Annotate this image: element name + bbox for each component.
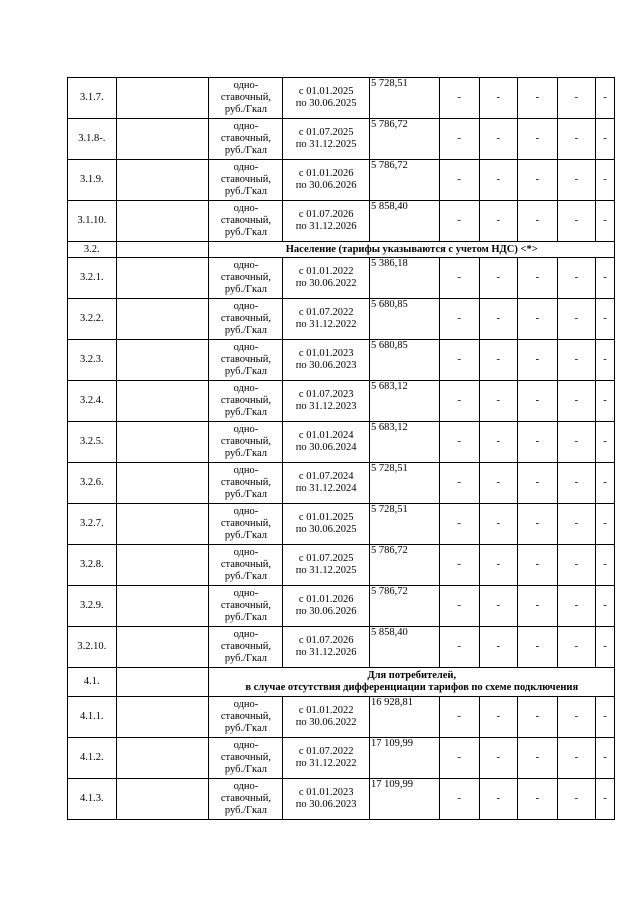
dash-cell: - xyxy=(439,779,479,820)
unit-cell: одно- ставочный, руб./Гкал xyxy=(209,381,283,422)
row-blank-cell xyxy=(116,78,209,119)
dash-cell: - xyxy=(479,627,517,668)
period-cell: с 01.07.2022 по 31.12.2022 xyxy=(283,299,370,340)
dash-cell: - xyxy=(557,119,595,160)
tariff-value: 5 728,51 xyxy=(369,78,439,119)
row-blank-cell xyxy=(116,422,209,463)
row-number: 4.1.1. xyxy=(68,697,117,738)
period-cell: с 01.01.2024 по 30.06.2024 xyxy=(283,422,370,463)
tariff-table-body xyxy=(68,78,615,820)
dash-cell: - xyxy=(479,299,517,340)
row-blank-cell xyxy=(116,697,209,738)
tariff-row xyxy=(68,463,615,504)
tariff-row xyxy=(68,299,615,340)
tariff-value: 5 786,72 xyxy=(369,586,439,627)
period-cell: с 01.01.2022 по 30.06.2022 xyxy=(283,258,370,299)
dash-cell: - xyxy=(439,627,479,668)
dash-cell: - xyxy=(439,738,479,779)
period-cell: с 01.01.2023 по 30.06.2023 xyxy=(283,340,370,381)
tariff-value: 5 680,85 xyxy=(369,340,439,381)
dash-cell: - xyxy=(479,78,517,119)
dash-cell: - xyxy=(595,627,614,668)
dash-cell: - xyxy=(479,697,517,738)
dash-cell: - xyxy=(439,504,479,545)
tariff-value: 5 386,18 xyxy=(369,258,439,299)
dash-cell: - xyxy=(557,738,595,779)
section-number: 3.2. xyxy=(68,242,117,258)
dash-cell: - xyxy=(479,201,517,242)
unit-cell: одно- ставочный, руб./Гкал xyxy=(209,160,283,201)
tariff-value: 5 683,12 xyxy=(369,381,439,422)
tariff-row xyxy=(68,779,615,820)
dash-cell: - xyxy=(557,627,595,668)
unit-cell: одно- ставочный, руб./Гкал xyxy=(209,340,283,381)
dash-cell: - xyxy=(517,779,557,820)
row-number: 3.2.1. xyxy=(68,258,117,299)
row-blank-cell xyxy=(116,463,209,504)
section-title: Для потребителей, в случае отсутствия дифференциации тарифов по схеме подключения xyxy=(209,668,615,697)
tariff-row xyxy=(68,504,615,545)
tariff-table xyxy=(67,77,615,820)
tariff-value: 17 109,99 xyxy=(369,738,439,779)
tariff-value: 5 858,40 xyxy=(369,627,439,668)
unit-cell: одно- ставочный, руб./Гкал xyxy=(209,504,283,545)
dash-cell: - xyxy=(595,586,614,627)
period-cell: с 01.07.2025 по 31.12.2025 xyxy=(283,119,370,160)
dash-cell: - xyxy=(557,201,595,242)
row-blank-cell xyxy=(116,160,209,201)
row-number: 3.2.6. xyxy=(68,463,117,504)
period-cell: с 01.07.2024 по 31.12.2024 xyxy=(283,463,370,504)
dash-cell: - xyxy=(557,381,595,422)
row-blank-cell xyxy=(116,258,209,299)
dash-cell: - xyxy=(517,258,557,299)
dash-cell: - xyxy=(595,381,614,422)
unit-cell: одно- ставочный, руб./Гкал xyxy=(209,201,283,242)
tariff-value: 16 928,81 xyxy=(369,697,439,738)
row-blank-cell xyxy=(116,381,209,422)
dash-cell: - xyxy=(439,340,479,381)
dash-cell: - xyxy=(595,299,614,340)
row-number: 3.2.2. xyxy=(68,299,117,340)
row-number: 3.2.3. xyxy=(68,340,117,381)
dash-cell: - xyxy=(517,586,557,627)
unit-cell: одно- ставочный, руб./Гкал xyxy=(209,119,283,160)
row-number: 3.2.9. xyxy=(68,586,117,627)
unit-cell: одно- ставочный, руб./Гкал xyxy=(209,422,283,463)
unit-cell: одно- ставочный, руб./Гкал xyxy=(209,258,283,299)
dash-cell: - xyxy=(439,422,479,463)
unit-cell: одно- ставочный, руб./Гкал xyxy=(209,779,283,820)
dash-cell: - xyxy=(557,504,595,545)
tariff-value: 5 680,85 xyxy=(369,299,439,340)
tariff-row xyxy=(68,738,615,779)
row-blank-cell xyxy=(116,340,209,381)
dash-cell: - xyxy=(595,340,614,381)
tariff-value: 5 858,40 xyxy=(369,201,439,242)
row-blank-cell xyxy=(116,545,209,586)
dash-cell: - xyxy=(557,545,595,586)
dash-cell: - xyxy=(439,160,479,201)
dash-cell: - xyxy=(517,422,557,463)
unit-cell: одно- ставочный, руб./Гкал xyxy=(209,586,283,627)
dash-cell: - xyxy=(595,779,614,820)
dash-cell: - xyxy=(517,160,557,201)
tariff-value: 5 786,72 xyxy=(369,545,439,586)
tariff-row xyxy=(68,201,615,242)
tariff-value: 5 683,12 xyxy=(369,422,439,463)
dash-cell: - xyxy=(595,258,614,299)
dash-cell: - xyxy=(557,160,595,201)
section-row xyxy=(68,242,615,258)
dash-cell: - xyxy=(479,422,517,463)
dash-cell: - xyxy=(595,545,614,586)
dash-cell: - xyxy=(517,119,557,160)
tariff-row xyxy=(68,422,615,463)
dash-cell: - xyxy=(517,504,557,545)
unit-cell: одно- ставочный, руб./Гкал xyxy=(209,299,283,340)
period-cell: с 01.07.2026 по 31.12.2026 xyxy=(283,201,370,242)
dash-cell: - xyxy=(479,258,517,299)
tariff-row xyxy=(68,119,615,160)
dash-cell: - xyxy=(557,779,595,820)
dash-cell: - xyxy=(517,627,557,668)
tariff-row xyxy=(68,258,615,299)
unit-cell: одно- ставочный, руб./Гкал xyxy=(209,697,283,738)
row-blank-cell xyxy=(116,779,209,820)
dash-cell: - xyxy=(557,78,595,119)
dash-cell: - xyxy=(479,504,517,545)
dash-cell: - xyxy=(439,78,479,119)
dash-cell: - xyxy=(595,738,614,779)
row-blank-cell xyxy=(116,119,209,160)
tariff-value: 5 728,51 xyxy=(369,504,439,545)
row-blank-cell xyxy=(116,201,209,242)
row-number: 3.1.7. xyxy=(68,78,117,119)
row-number: 4.1.3. xyxy=(68,779,117,820)
dash-cell: - xyxy=(439,697,479,738)
dash-cell: - xyxy=(595,201,614,242)
dash-cell: - xyxy=(557,340,595,381)
section-row xyxy=(68,668,615,697)
tariff-row xyxy=(68,160,615,201)
row-number: 4.1.2. xyxy=(68,738,117,779)
unit-cell: одно- ставочный, руб./Гкал xyxy=(209,627,283,668)
unit-cell: одно- ставочный, руб./Гкал xyxy=(209,738,283,779)
section-title: Население (тарифы указываются с учетом НДС) <*> xyxy=(209,242,615,258)
row-number: 3.2.4. xyxy=(68,381,117,422)
tariff-value: 5 786,72 xyxy=(369,160,439,201)
tariff-row xyxy=(68,627,615,668)
dash-cell: - xyxy=(595,78,614,119)
row-number: 3.1.8-. xyxy=(68,119,117,160)
dash-cell: - xyxy=(517,299,557,340)
tariff-value: 5 728,51 xyxy=(369,463,439,504)
tariff-value: 17 109,99 xyxy=(369,779,439,820)
dash-cell: - xyxy=(439,201,479,242)
dash-cell: - xyxy=(479,545,517,586)
period-cell: с 01.01.2025 по 30.06.2025 xyxy=(283,78,370,119)
row-number: 3.2.7. xyxy=(68,504,117,545)
dash-cell: - xyxy=(479,463,517,504)
row-number: 3.2.5. xyxy=(68,422,117,463)
dash-cell: - xyxy=(517,381,557,422)
dash-cell: - xyxy=(439,545,479,586)
dash-cell: - xyxy=(479,160,517,201)
row-blank-cell xyxy=(116,738,209,779)
dash-cell: - xyxy=(479,738,517,779)
dash-cell: - xyxy=(517,738,557,779)
dash-cell: - xyxy=(595,160,614,201)
dash-cell: - xyxy=(517,545,557,586)
tariff-row xyxy=(68,340,615,381)
dash-cell: - xyxy=(479,586,517,627)
dash-cell: - xyxy=(439,119,479,160)
tariff-row xyxy=(68,586,615,627)
dash-cell: - xyxy=(439,586,479,627)
dash-cell: - xyxy=(479,340,517,381)
dash-cell: - xyxy=(479,119,517,160)
dash-cell: - xyxy=(557,586,595,627)
dash-cell: - xyxy=(479,381,517,422)
period-cell: с 01.07.2023 по 31.12.2023 xyxy=(283,381,370,422)
dash-cell: - xyxy=(595,422,614,463)
dash-cell: - xyxy=(557,299,595,340)
row-blank-cell xyxy=(116,627,209,668)
period-cell: с 01.01.2022 по 30.06.2022 xyxy=(283,697,370,738)
unit-cell: одно- ставочный, руб./Гкал xyxy=(209,463,283,504)
period-cell: с 01.07.2025 по 31.12.2025 xyxy=(283,545,370,586)
dash-cell: - xyxy=(595,504,614,545)
row-blank-cell xyxy=(116,299,209,340)
row-number: 3.2.10. xyxy=(68,627,117,668)
dash-cell: - xyxy=(595,463,614,504)
dash-cell: - xyxy=(479,779,517,820)
row-blank-cell xyxy=(116,504,209,545)
tariff-row xyxy=(68,697,615,738)
tariff-value: 5 786,72 xyxy=(369,119,439,160)
dash-cell: - xyxy=(439,463,479,504)
dash-cell: - xyxy=(557,697,595,738)
dash-cell: - xyxy=(517,201,557,242)
dash-cell: - xyxy=(439,258,479,299)
unit-cell: одно- ставочный, руб./Гкал xyxy=(209,78,283,119)
tariff-row xyxy=(68,78,615,119)
period-cell: с 01.01.2026 по 30.06.2026 xyxy=(283,160,370,201)
row-number: 3.1.9. xyxy=(68,160,117,201)
unit-cell: одно- ставочный, руб./Гкал xyxy=(209,545,283,586)
row-blank-cell xyxy=(116,586,209,627)
period-cell: с 01.01.2026 по 30.06.2026 xyxy=(283,586,370,627)
dash-cell: - xyxy=(557,422,595,463)
period-cell: с 01.01.2023 по 30.06.2023 xyxy=(283,779,370,820)
section-number: 4.1. xyxy=(68,668,117,697)
dash-cell: - xyxy=(517,697,557,738)
period-cell: с 01.01.2025 по 30.06.2025 xyxy=(283,504,370,545)
period-cell: с 01.07.2026 по 31.12.2026 xyxy=(283,627,370,668)
row-blank-cell xyxy=(116,242,209,258)
tariff-row xyxy=(68,545,615,586)
tariff-row xyxy=(68,381,615,422)
dash-cell: - xyxy=(557,258,595,299)
period-cell: с 01.07.2022 по 31.12.2022 xyxy=(283,738,370,779)
row-number: 3.2.8. xyxy=(68,545,117,586)
dash-cell: - xyxy=(517,463,557,504)
dash-cell: - xyxy=(557,463,595,504)
row-blank-cell xyxy=(116,668,209,697)
dash-cell: - xyxy=(439,381,479,422)
dash-cell: - xyxy=(517,78,557,119)
row-number: 3.1.10. xyxy=(68,201,117,242)
dash-cell: - xyxy=(595,119,614,160)
dash-cell: - xyxy=(517,340,557,381)
dash-cell: - xyxy=(439,299,479,340)
dash-cell: - xyxy=(595,697,614,738)
